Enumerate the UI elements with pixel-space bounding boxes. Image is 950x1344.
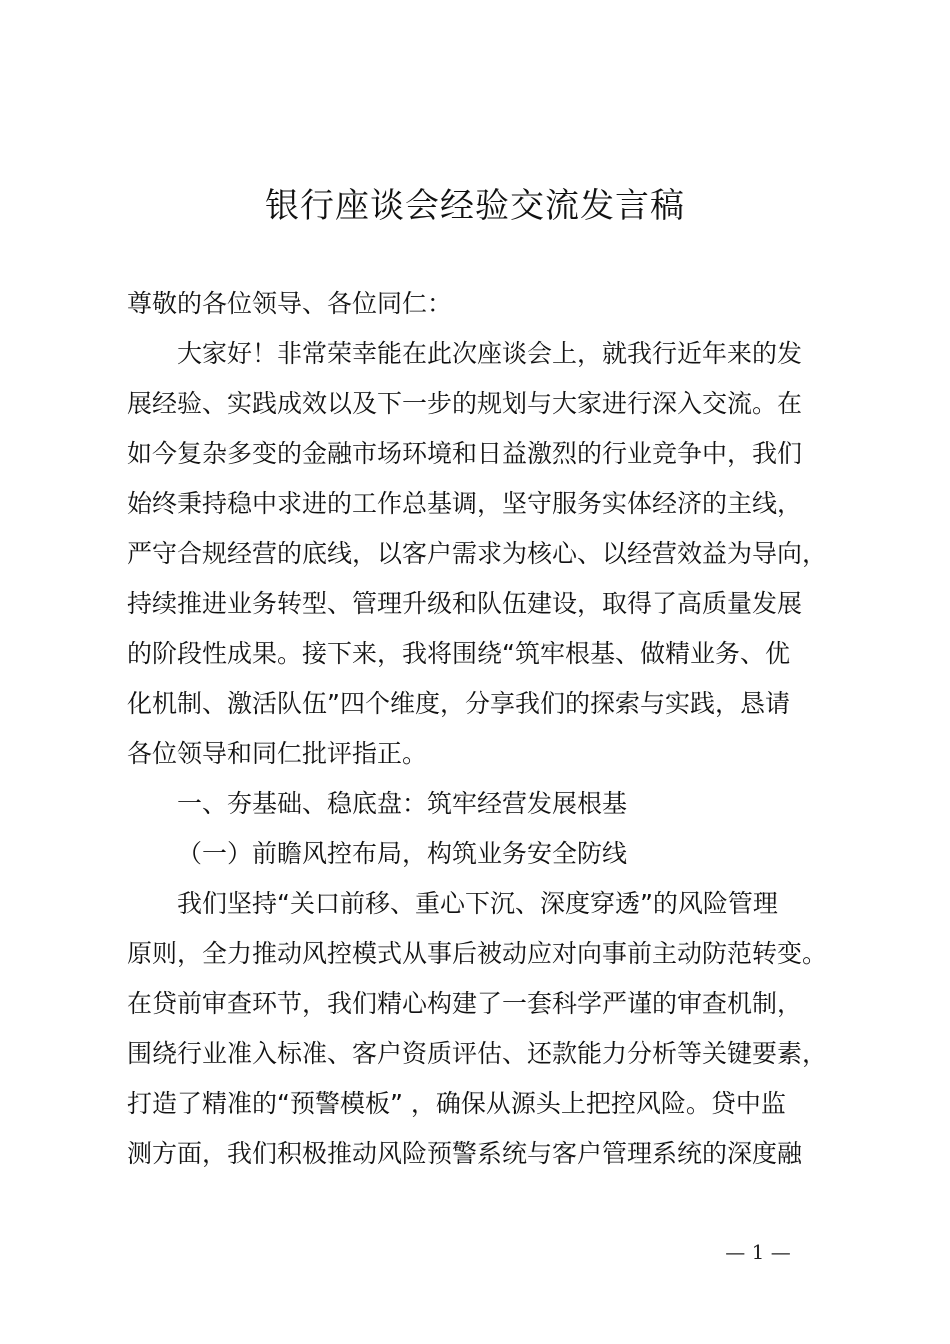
subsection-heading: （一）前瞻风控布局，构筑业务安全防线: [177, 839, 628, 868]
section-heading: 一、夯基础、稳底盘：筑牢经营发展根基: [177, 789, 628, 818]
intro-line: 的阶段性成果。接下来，我将围绕“筑牢根基、做精业务、优: [127, 639, 790, 668]
body-line: 测方面，我们积极推动风险预警系统与客户管理系统的深度融: [127, 1139, 803, 1168]
intro-line: 持续推进业务转型、管理升级和队伍建设，取得了高质量发展: [127, 589, 803, 618]
intro-line: 如今复杂多变的金融市场环境和日益激烈的行业竞争中，我们: [127, 439, 803, 468]
intro-line: 始终秉持稳中求进的工作总基调，坚守服务实体经济的主线，: [127, 489, 803, 518]
body-line: 原则，全力推动风控模式从事后被动应对向事前主动防范转变。: [127, 939, 828, 968]
intro-line: 各位领导和同仁批评指正。: [127, 739, 428, 768]
intro-line: 严守合规经营的底线，以客户需求为核心、以经营效益为导向，: [127, 539, 828, 568]
page-number: — 1 —: [725, 1240, 791, 1264]
intro-line: 化机制、激活队伍”四个维度，分享我们的探索与实践，恳请: [127, 689, 790, 718]
body-line: 打造了精准的“预警模板” ，确保从源头上把控风险。贷中监: [127, 1089, 786, 1118]
body-line: 围绕行业准入标准、客户资质评估、还款能力分析等关键要素，: [127, 1039, 828, 1068]
intro-line: 展经验、实践成效以及下一步的规划与大家进行深入交流。在: [127, 389, 803, 418]
intro-line: 大家好！非常荣幸能在此次座谈会上，就我行近年来的发: [177, 339, 803, 368]
salutation: 尊敬的各位领导、各位同仁：: [127, 289, 453, 318]
body-line: 我们坚持“关口前移、重心下沉、深度穿透”的风险管理: [177, 889, 778, 918]
body-line: 在贷前审查环节，我们精心构建了一套科学严谨的审查机制，: [127, 989, 803, 1018]
document-title: 银行座谈会经验交流发言稿: [265, 186, 685, 226]
